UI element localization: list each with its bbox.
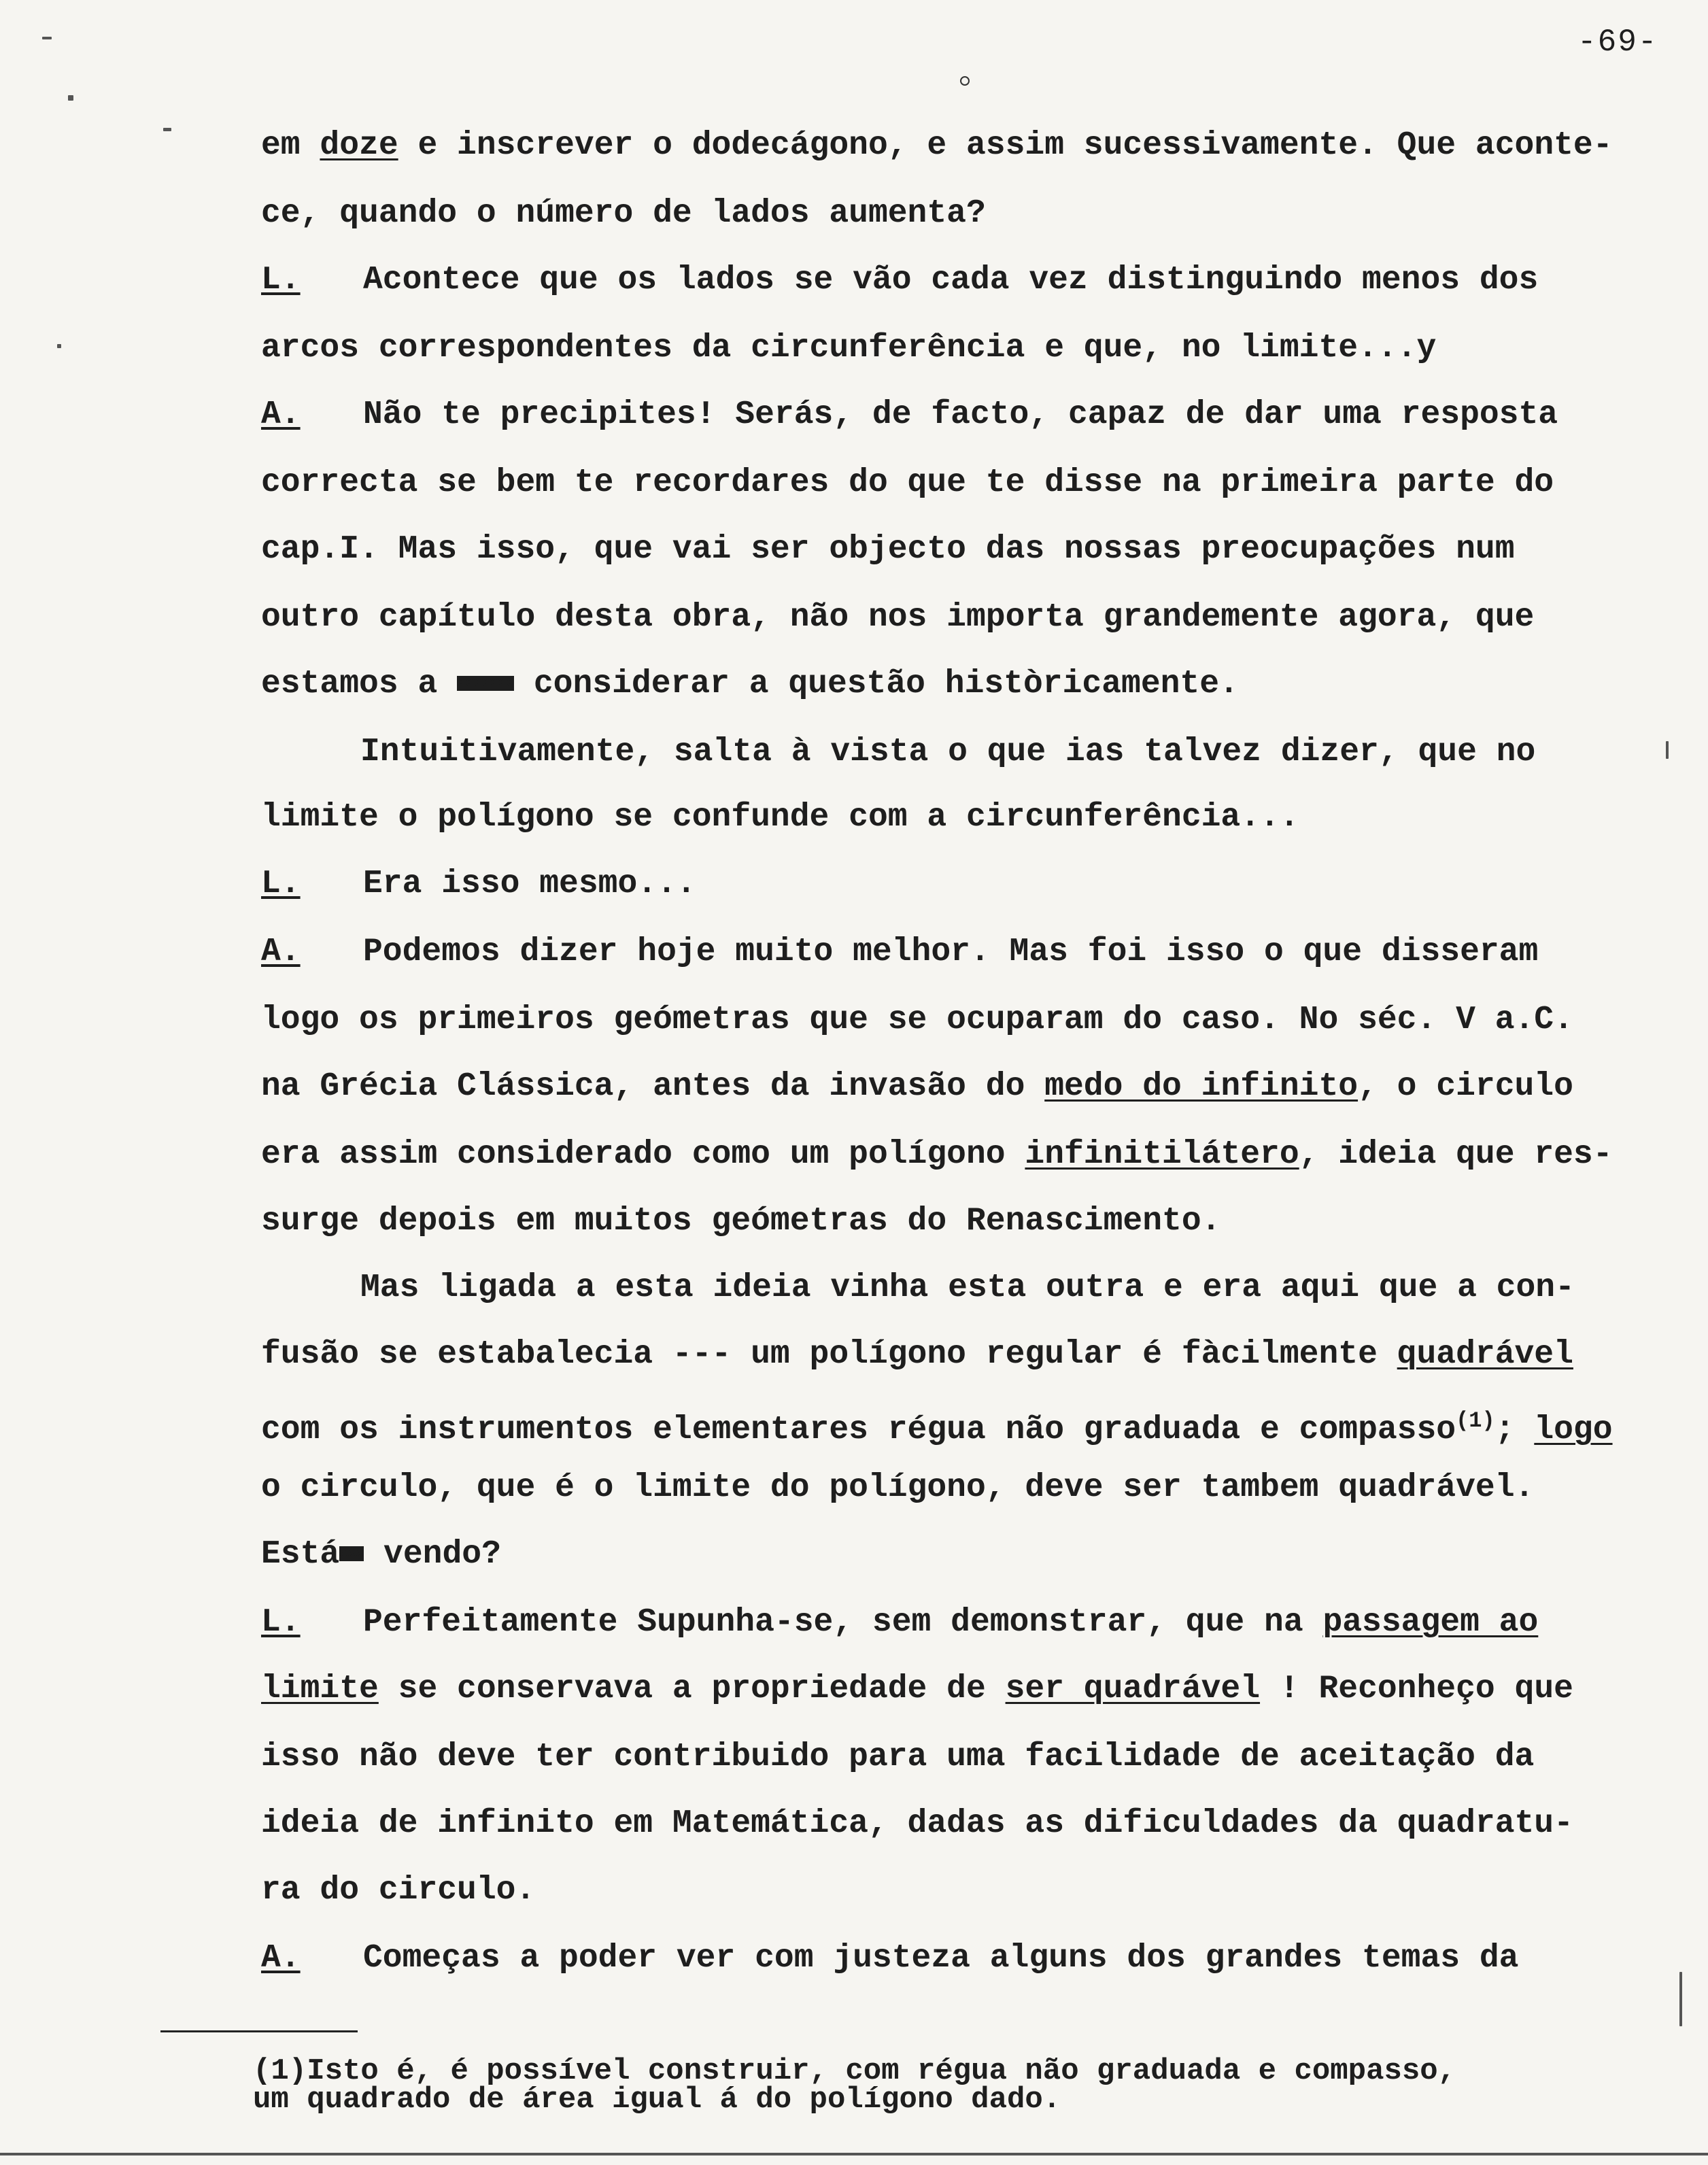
underlined-phrase: passagem ao <box>1322 1604 1539 1641</box>
underlined-phrase: ser quadrável <box>1005 1671 1261 1707</box>
text-line <box>261 1602 1538 1643</box>
text-line <box>360 1267 1575 1308</box>
struck-out-text: xxxxxxx <box>457 676 515 692</box>
text-segment: ideia de infinito em Matemática, dadas as dificuldades da quadratu- <box>261 1805 1573 1842</box>
speaker-label: L. <box>261 1604 301 1641</box>
text-segment: em <box>261 127 320 164</box>
text-segment: , o circulo <box>1358 1068 1573 1105</box>
text-line <box>261 125 1613 166</box>
text-line <box>261 1467 1534 1508</box>
text-segment: Está <box>261 1536 340 1573</box>
text-line <box>261 1938 1518 1979</box>
text-segment: correcta se bem te recordares do que te disse na primeira parte do <box>261 464 1554 501</box>
text-line <box>261 1066 1573 1107</box>
footnote-marker: (1) <box>1456 1408 1495 1433</box>
text-line <box>261 462 1554 503</box>
text-segment: isso não deve ter contribuido para uma facilidade de aceitação da <box>261 1739 1535 1775</box>
underlined-phrase: infinitilátero <box>1025 1136 1299 1173</box>
page-bottom-edge <box>0 2153 1708 2155</box>
speaker-label: A. <box>261 934 301 970</box>
text-segment: estamos a <box>261 666 458 702</box>
text-segment: ce, quando o número de lados aumenta? <box>261 195 986 232</box>
text-line <box>261 797 1299 838</box>
text-segment: e inscrever o dodecágono, e assim sucessivamente. Que aconte- <box>398 127 1613 164</box>
text-line <box>261 1534 501 1575</box>
text-line <box>261 1201 1220 1242</box>
text-segment: se conservava a propriedade de <box>378 1671 1006 1707</box>
text-line <box>261 1803 1573 1844</box>
text-segment: limite o polígono se confunde com a circunferência... <box>261 799 1299 836</box>
text-line <box>261 328 1436 369</box>
speaker-label: L. <box>261 262 301 299</box>
footnote-line-2: um quadrado de área igual á do polígono dado. <box>253 2083 1061 2117</box>
speaker-label: A. <box>261 396 301 433</box>
text-segment: outro capítulo desta obra, não nos importa grandemente agora, que <box>261 599 1535 636</box>
text-segment: logo os primeiros geómetras que se ocuparam do caso. No séc. V a.C. <box>261 1002 1573 1038</box>
footnote-rule <box>160 2030 358 2032</box>
text-segment: surge depois em muitos geómetras do Renascimento. <box>261 1203 1221 1240</box>
struck-out-text: xxx <box>339 1546 364 1562</box>
page-number: -69- <box>1577 24 1658 60</box>
text-segment: Intuitivamente, salta à vista o que ias talvez dizer, que no <box>360 734 1536 770</box>
text-line <box>261 597 1534 638</box>
underlined-phrase: medo do infinito <box>1044 1068 1359 1105</box>
text-segment: Acontece que os lados se vão cada vez distinguindo menos dos <box>363 262 1539 299</box>
text-line <box>261 1669 1573 1709</box>
scan-speck <box>163 128 171 131</box>
text-line <box>261 529 1515 570</box>
text-segment: na Grécia Clássica, antes da invasão do <box>261 1068 1045 1105</box>
text-segment: considerar a questão històricamente. <box>514 666 1239 702</box>
underlined-phrase: quadrável <box>1397 1336 1573 1373</box>
text-line <box>261 1134 1613 1175</box>
text-segment: cap.I. Mas isso, que vai ser objecto das nossas preocupações num <box>261 531 1515 568</box>
text-segment: vendo? <box>364 1536 501 1573</box>
text-segment: Perfeitamente Supunha-se, sem demonstrar, que na <box>363 1604 1323 1641</box>
text-segment: ! Reconheço que <box>1260 1671 1573 1707</box>
scan-speck <box>1679 1972 1682 2026</box>
text-line <box>261 1401 1613 1450</box>
scan-speck <box>42 37 52 39</box>
text-line <box>261 932 1538 972</box>
text-segment: fusão se estabalecia --- um polígono regular é fàcilmente <box>261 1336 1397 1373</box>
text-line <box>261 1334 1573 1375</box>
underlined-phrase: limite <box>261 1671 379 1707</box>
text-segment: , ideia que res- <box>1299 1136 1613 1173</box>
speaker-label: L. <box>261 866 301 902</box>
text-segment: o circulo, que é o limite do polígono, deve ser tambem quadrável. <box>261 1469 1535 1506</box>
text-segment: Podemos dizer hoje muito melhor. Mas foi isso o que disseram <box>363 934 1539 970</box>
text-segment: Começas a poder ver com justeza alguns dos grandes temas da <box>363 1940 1519 1977</box>
text-line <box>261 394 1558 435</box>
text-line <box>261 1870 535 1911</box>
scan-speck <box>57 344 61 348</box>
text-line <box>261 864 696 904</box>
underlined-phrase: doze <box>320 127 398 164</box>
speaker-label: A. <box>261 1940 301 1977</box>
text-segment: arcos correspondentes da circunferência e que, no limite...y <box>261 330 1437 366</box>
text-segment: era assim considerado como um polígono <box>261 1136 1025 1173</box>
text-line <box>261 1737 1534 1777</box>
footnote-line-1: (1)Isto é, é possível construir, com régua não graduada e compasso, <box>253 2054 1456 2088</box>
text-line <box>360 732 1535 772</box>
scan-speck <box>1666 741 1669 759</box>
text-segment: ra do circulo. <box>261 1872 536 1909</box>
text-segment: Mas ligada a esta ideia vinha esta outra e era aqui que a con- <box>360 1269 1575 1306</box>
underlined-phrase: logo <box>1534 1412 1613 1448</box>
text-segment: Era isso mesmo... <box>363 866 696 902</box>
text-segment: ; <box>1494 1412 1535 1448</box>
text-line <box>261 193 986 234</box>
punch-mark <box>960 76 970 86</box>
text-line <box>261 260 1538 301</box>
text-line <box>261 1000 1573 1040</box>
text-line <box>261 664 1239 704</box>
text-segment: com os instrumentos elementares régua não graduada e compasso <box>261 1412 1456 1448</box>
text-segment: Não te precipites! Serás, de facto, capaz de dar uma resposta <box>363 396 1558 433</box>
scan-speck <box>68 95 73 101</box>
